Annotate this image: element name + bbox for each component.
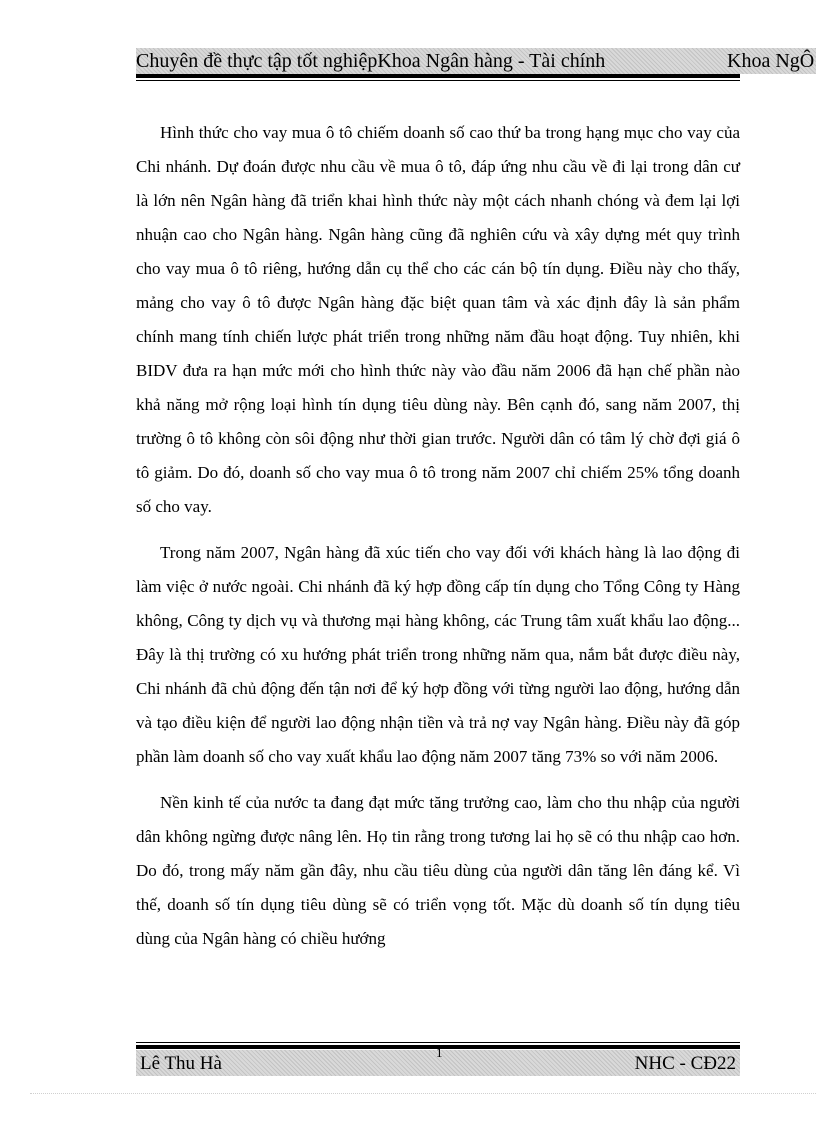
page-header xyxy=(136,48,816,74)
paragraph-labor-export-loans: Trong năm 2007, Ngân hàng đã xúc tiến cho vay đối với khách hàng là lao động đi làm việc ở nước ngoài. Chi nhánh đã ký hợp đồng cấp tín dụng cho Tổng Công ty Hàng không, Công ty dịch vụ và thương mại hàng không, các Trung tâm xuất khẩu lao động... Đây là thị trường có xu hướng phát triển trong những năm qua, nắm bắt được điều này, Chi nhánh đã chủ động đến tận nơi để ký hợp đồng với từng người lao động, hướng dẫn và tạo điều kiện để người lao động nhận tiền và trả nợ vay Ngân hàng. Điều này đã góp phần làm doanh số cho vay xuất khẩu lao động năm 2007 tăng 73% so với năm 2006. xyxy=(136,543,740,766)
paragraph-car-loans: Hình thức cho vay mua ô tô chiếm doanh số cao thứ ba trong hạng mục cho vay của Chi nhánh. Dự đoán được nhu cầu về mua ô tô, đáp ứng nhu cầu về đi lại trong dân cư là lớn nên Ngân hàng đã triển khai hình thức này một cách nhanh chóng và đem lại lợi nhuận cao cho Ngân hàng. Ngân hàng cũng đã nghiên cứu và xây dựng mét quy trình cho vay mua ô tô riêng, hướng dẫn cụ thể cho các cán bộ tín dụng. Điều này cho thấy, mảng cho vay ô tô được Ngân hàng đặc biệt quan tâm và xác định đây là sản phẩm chính mang tính chiến lược phát triển trong những năm đầu hoạt động. Tuy nhiên, khi BIDV đưa ra hạn mức mới cho hình thức này vào đầu năm 2006 đã hạn chế phần nào khả năng mở rộng loại hình tín dụng tiêu dùng này. Bên cạnh đó, sang năm 2007, thị trường ô tô không còn sôi động như thời gian trước. Người dân có tâm lý chờ đợi giá ô tô giảm. Do đó, doanh số cho vay mua ô tô trong năm 2007 chỉ chiếm 25% tổng doanh số cho vay. xyxy=(136,123,740,516)
header-title-overflow: Khoa NgÔ xyxy=(727,50,815,72)
header-rule-thin xyxy=(136,80,740,81)
header-rule-thick xyxy=(136,74,740,78)
footer-author: Lê Thu Hà xyxy=(140,1053,222,1074)
page-number: 1 xyxy=(436,1045,443,1060)
document-body xyxy=(136,116,740,968)
footer-class-code: NHC - CĐ22 xyxy=(634,1053,736,1074)
page-bottom-divider xyxy=(30,1093,816,1094)
paragraph-economic-growth: Nền kinh tế của nước ta đang đạt mức tăng trưởng cao, làm cho thu nhập của người dân không ngừng được nâng lên. Họ tin rằng trong tương lai họ sẽ có thu nhập cao hơn. Do đó, trong mấy năm gần đây, nhu cầu tiêu dùng của người dân tăng lên đáng kể. Vì thế, doanh số tín dụng tiêu dùng sẽ có triển vọng tốt. Mặc dù doanh số tín dụng tiêu dùng của Ngân hàng có chiều hướng xyxy=(136,793,740,948)
footer-rule-thin xyxy=(136,1042,740,1043)
header-title: Chuyên đề thực tập tốt nghiệpKhoa Ngân hàng - Tài chính xyxy=(136,50,606,72)
